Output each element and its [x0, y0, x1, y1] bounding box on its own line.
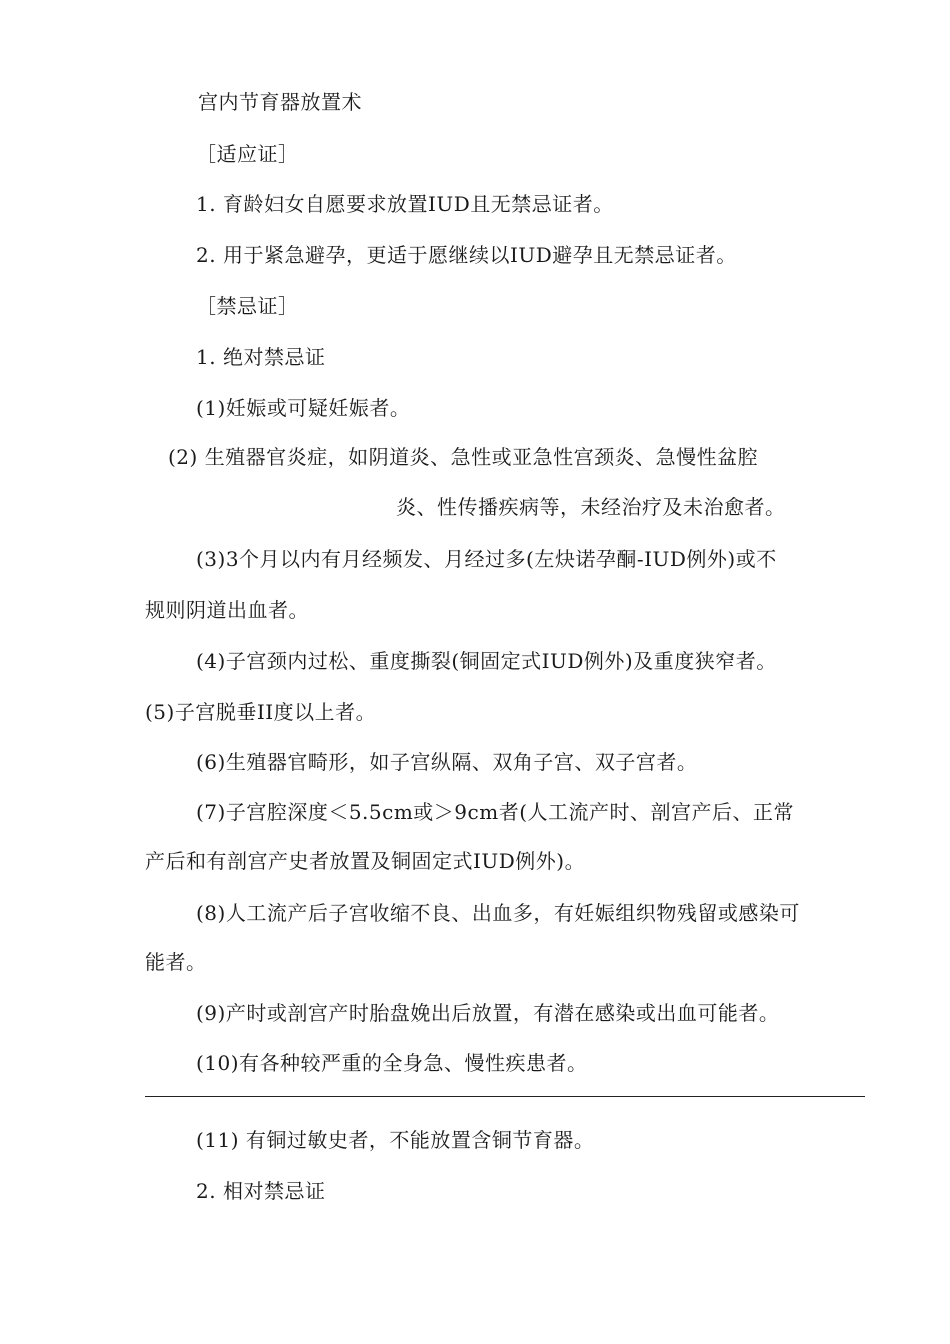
document-title: 宫内节育器放置术	[198, 90, 362, 114]
contraindication-item-3-line-1: (3)3个月以内有月经频发、月经过多(左炔诺孕酮-IUD例外)或不	[196, 547, 777, 571]
indication-item-1: 1. 育龄妇女自愿要求放置IUD且无禁忌证者。	[196, 192, 614, 216]
contraindication-item-7-line-2: 产后和有剖宫产史者放置及铜固定式IUD例外)。	[145, 849, 586, 873]
contraindication-item-4: (4)子宫颈内过松、重度撕裂(铜固定式IUD例外)及重度狭窄者。	[196, 649, 777, 673]
contraindication-item-2-line-2: 炎、性传播疾病等，未经治疗及未治愈者。	[396, 495, 786, 519]
contraindication-item-1: (1)妊娠或可疑妊娠者。	[196, 396, 411, 420]
indication-item-2: 2. 用于紧急避孕，更适于愿继续以IUD避孕且无禁忌证者。	[196, 243, 737, 267]
indications-heading: ［适应证］	[196, 142, 299, 166]
contraindication-item-9: (9)产时或剖宫产时胎盘娩出后放置，有潜在感染或出血可能者。	[196, 1001, 780, 1025]
contraindication-item-7-line-1: (7)子宫腔深度＜5.5cm或＞9cm者(人工流产时、剖宫产后、正常	[196, 800, 794, 824]
contraindication-item-2-line-1: (2) 生殖器官炎症，如阴道炎、急性或亚急性宫颈炎、急慢性盆腔	[168, 445, 759, 469]
contraindication-item-3-line-2: 规则阴道出血者。	[145, 598, 309, 622]
relative-contraindications-heading: 2. 相对禁忌证	[196, 1179, 326, 1203]
contraindication-item-8-line-1: (8)人工流产后子宫收缩不良、出血多，有妊娠组织物残留或感染可	[196, 901, 800, 925]
contraindications-heading: ［禁忌证］	[196, 294, 299, 318]
horizontal-divider	[145, 1096, 865, 1097]
contraindication-item-11: (11) 有铜过敏史者，不能放置含铜节育器。	[196, 1128, 595, 1152]
contraindication-item-6: (6)生殖器官畸形，如子宫纵隔、双角子宫、双子宫者。	[196, 750, 698, 774]
contraindication-item-10: (10)有各种较严重的全身急、慢性疾患者。	[196, 1051, 588, 1075]
contraindication-item-5: (5)子宫脱垂II度以上者。	[145, 700, 377, 724]
contraindication-item-8-line-2: 能者。	[145, 950, 207, 974]
absolute-contraindications-heading: 1. 绝对禁忌证	[196, 345, 326, 369]
